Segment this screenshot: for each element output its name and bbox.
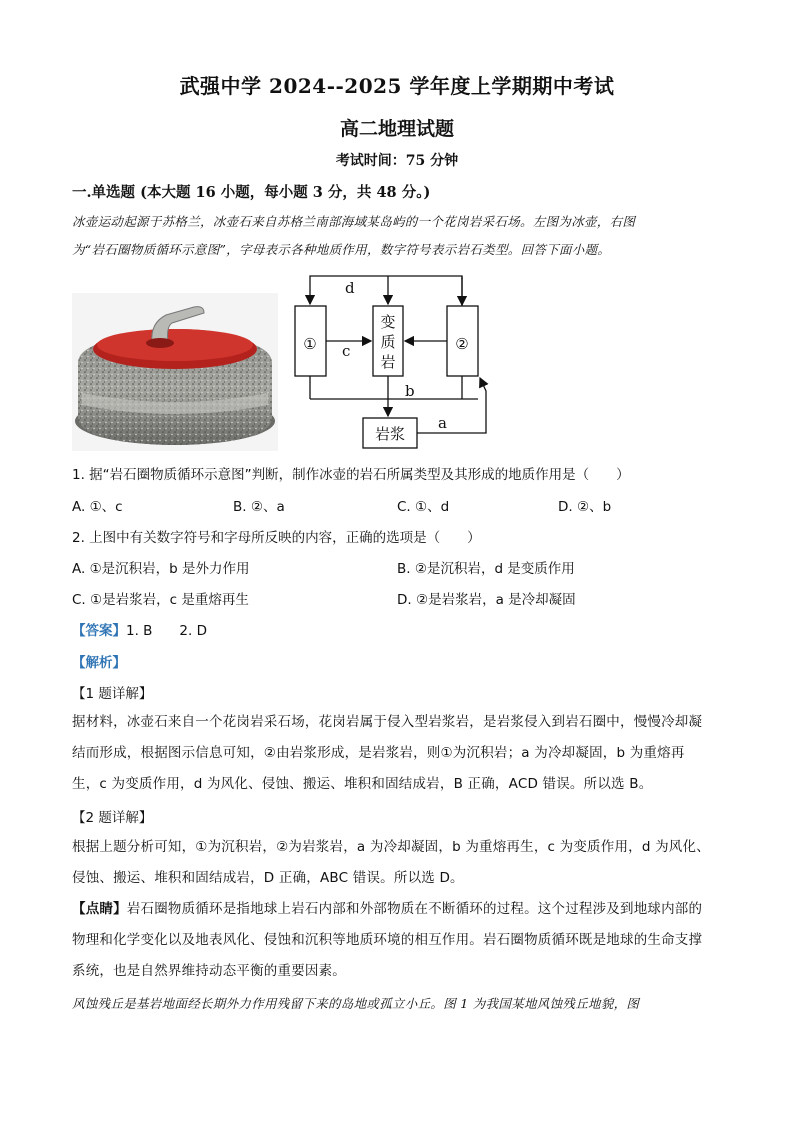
detail-1-line-2: 结而形成，根据图示信息可知，②由岩浆形成，是岩浆岩，则①为沉积岩；a 为冷却凝固，b 为重熔再 [72,745,685,761]
q1-option-b: B. ②、a [233,499,285,515]
q1-option-a: A. ①、c [72,499,123,515]
tip-line-3: 系统，也是自然界维持动态平衡的重要因素。 [72,963,346,979]
analysis-tag: 【解析】 [72,655,126,671]
label-metamorphic-1: 变 [380,313,396,331]
detail-1-heading: 【1 题详解】 [72,686,153,702]
detail-2-heading: 【2 题详解】 [72,810,153,826]
tip-line-2: 物理和化学变化以及地表风化、侵蚀和沉积等地质环境的相互作用。岩石圈物质循环既是地球的生命支撑 [72,932,703,948]
label-d: d [345,279,355,297]
answer-block [72,619,207,639]
intro-line-2: 为“岩石圈物质循环示意图”，字母表示各种地质作用，数字符号表示岩石类型。回答下面小题。 [72,242,611,257]
label-magma: 岩浆 [374,425,406,443]
detail-2-line-2: 侵蚀、搬运、堆积和固结成岩，D 正确，ABC 错误。所以选 D。 [72,870,464,886]
question-1-stem: 1. 据“岩石圈物质循环示意图”判断，制作冰壶的岩石所属类型及其形成的地质作用是（ ） [72,467,630,483]
curling-stone-image [72,293,278,451]
label-metamorphic-3: 岩 [380,353,396,371]
detail-1-line-3: 生，c 为变质作用，d 为风化、侵蚀、搬运、堆积和固结成岩，B 正确，ACD 错误。所以选 B。 [72,776,653,792]
next-intro-line-1: 风蚀残丘是基岩地面经长期外力作用残留下来的岛地或孤立小丘。图 1 为我国某地风蚀残丘地貌，图 [72,996,640,1011]
q2-option-d: D. ②是岩浆岩，a 是冷却凝固 [397,592,576,608]
label-box-2: ② [455,335,469,353]
exam-title: 武强中学 2024--2025 学年度上学期期中考试 [179,74,615,98]
intro-line-1: 冰壶运动起源于苏格兰，冰壶石来自苏格兰南部海域某岛屿的一个花岗岩采石场。左图为冰壶，右图 [72,214,636,229]
q2-option-b: B. ②是沉积岩，d 是变质作用 [397,561,575,577]
rock-cycle-diagram [290,271,490,456]
section-heading: 一.单选题 (本大题 16 小题，每小题 3 分，共 48 分。) [72,184,431,201]
label-c: c [342,342,351,360]
detail-2-line-1: 根据上题分析可知，①为沉积岩，②为岩浆岩，a 为冷却凝固，b 为重熔再生，c 为变质作用，d 为风化、 [72,839,710,855]
label-box-1: ① [303,335,317,353]
exam-subtitle: 高二地理试题 [339,118,454,140]
q2-option-c: C. ①是岩浆岩，c 是重熔再生 [72,592,249,608]
q1-option-c: C. ①、d [397,499,450,515]
label-b: b [405,382,415,400]
exam-time: 考试时间：75 分钟 [335,153,459,169]
question-2-stem: 2. 上图中有关数字符号和字母所反映的内容，正确的选项是（ ） [72,530,481,546]
q1-option-d: D. ②、b [558,499,612,515]
tip-text-1: 岩石圈物质循环是指地球上岩石内部和外部物质在不断循环的过程。这个过程涉及到地球内部的 [126,901,703,917]
answer-tag: 【答案】 [72,623,126,639]
label-a: a [438,414,447,432]
q2-option-a: A. ①是沉积岩，b 是外力作用 [72,561,250,577]
tip-tag: 【点睛】 [72,901,127,917]
detail-1-line-1: 据材料，冰壶石来自一个花岗岩采石场，花岗岩属于侵入型岩浆岩，是岩浆侵入到岩石圈中，慢慢冷却凝 [72,714,703,730]
label-metamorphic-2: 质 [380,333,396,351]
tip-line-1 [72,894,724,925]
answer-text: 1. B 2. D [126,623,207,639]
